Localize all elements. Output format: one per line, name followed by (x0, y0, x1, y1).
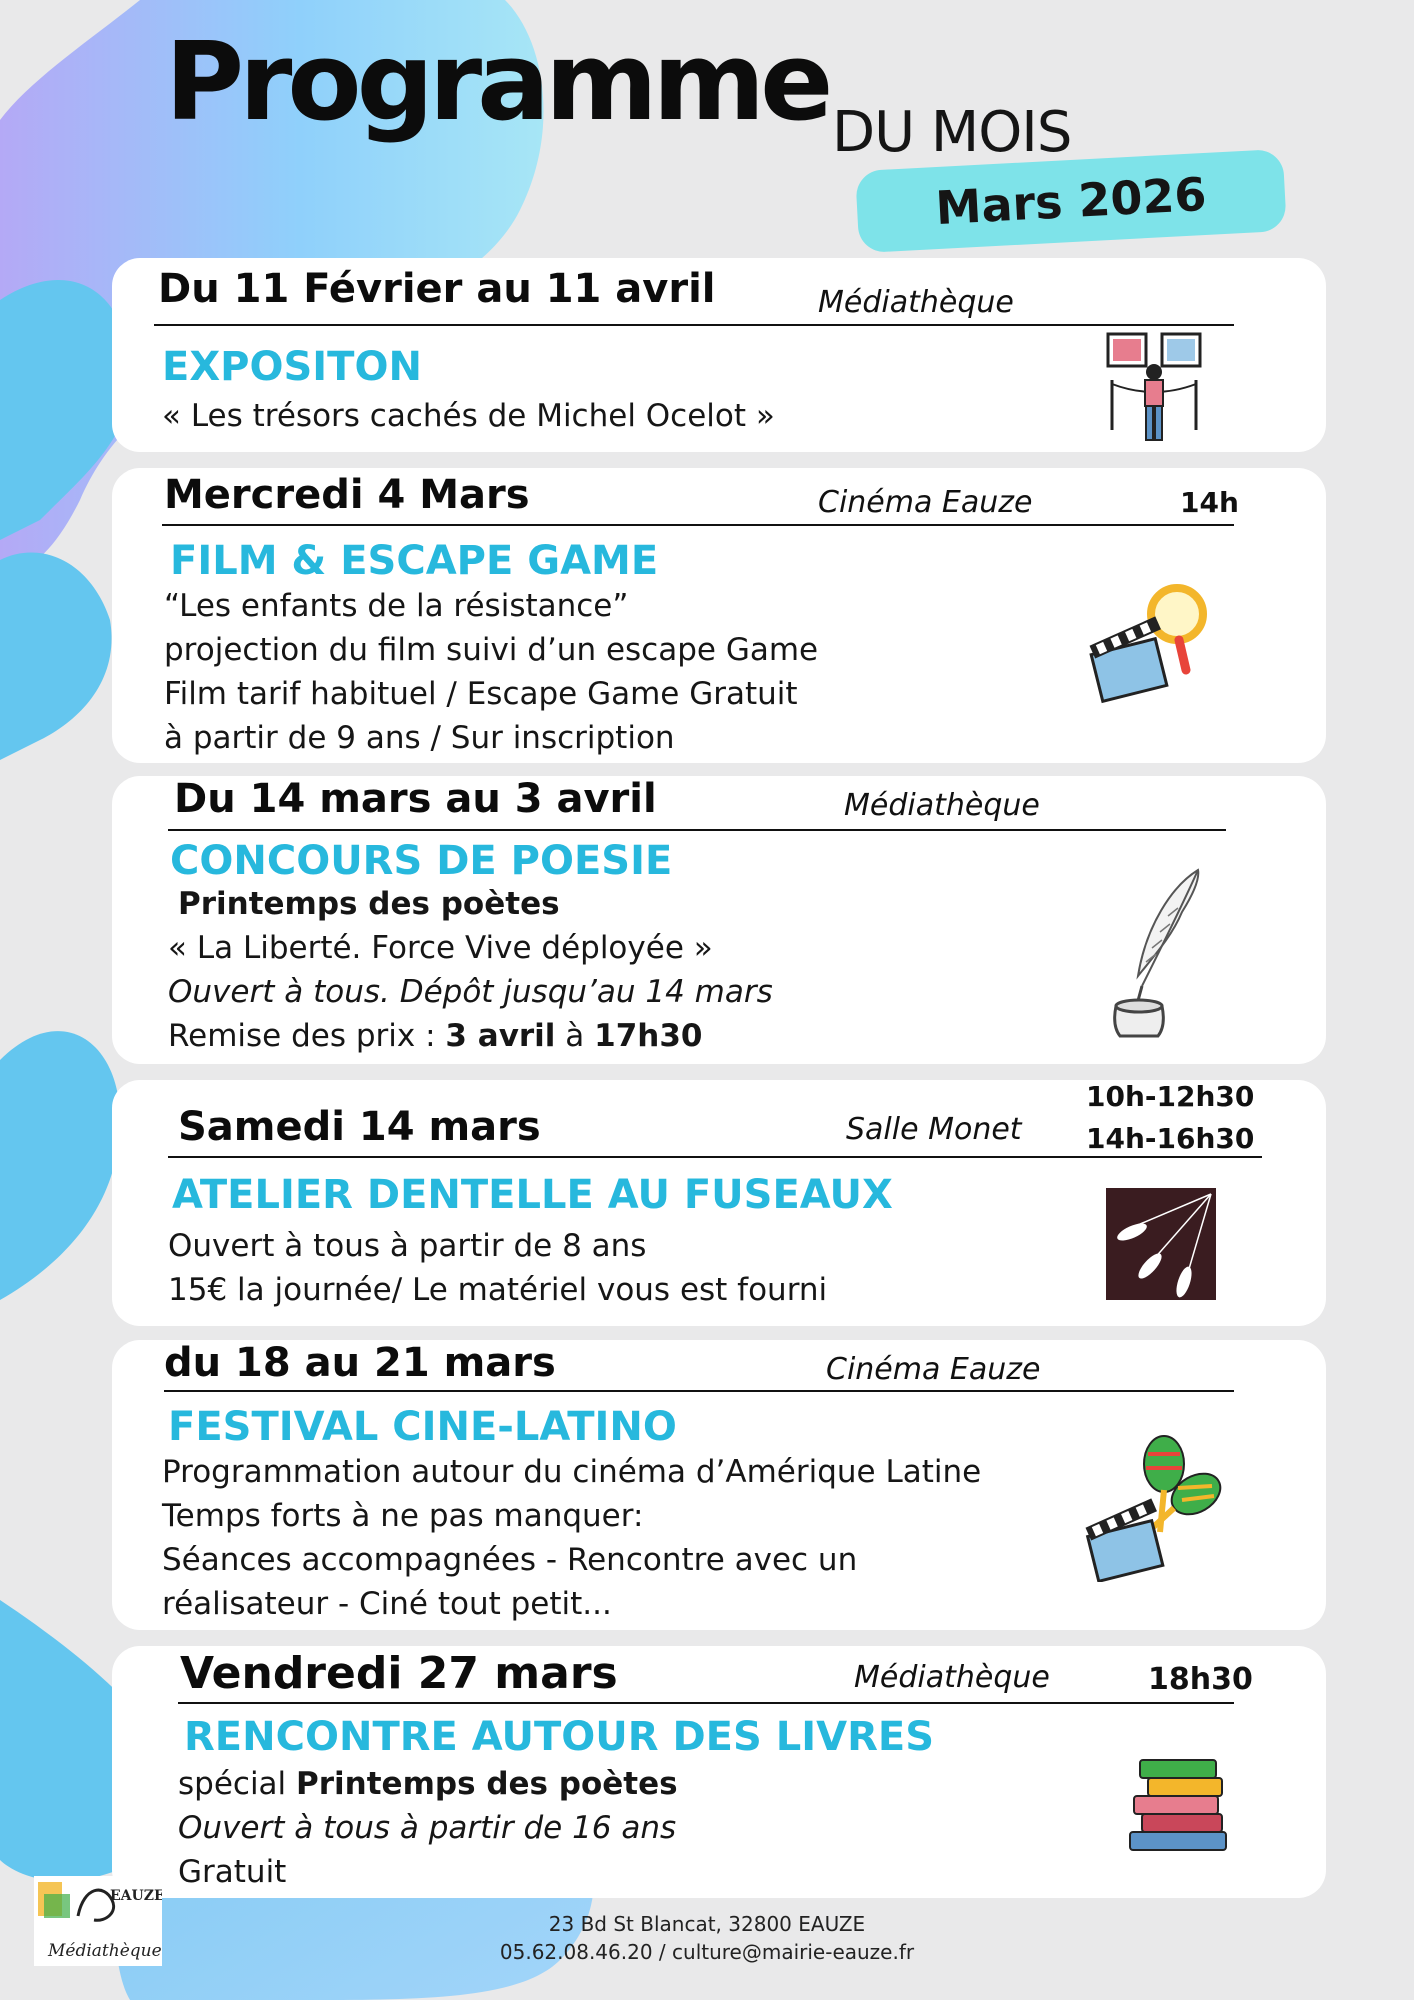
event-card-festival-cine-latino (112, 1340, 1326, 1630)
event-category: EXPOSITON (162, 344, 422, 390)
event-date: Mercredi 4 Mars (164, 472, 530, 518)
quill-inkpot-icon (1102, 866, 1212, 1046)
mediatheque-logo (34, 1876, 162, 1966)
event-category: CONCOURS DE POESIE (170, 838, 673, 884)
divider (168, 1156, 1262, 1158)
event-description-1: “Les enfants de la résistance” (164, 588, 629, 624)
event-description-4: réalisateur - Ciné tout petit... (162, 1586, 612, 1622)
event-card-concours-poesie (112, 776, 1326, 1064)
divider (154, 324, 1234, 326)
prize-label: Remise des prix : (168, 1018, 446, 1054)
event-date: Du 11 Février au 11 avril (158, 266, 716, 312)
footer-contact: 05.62.08.46.20 / culture@mairie-eauze.fr (499, 1940, 915, 1964)
prize-time: 17h30 (594, 1018, 703, 1054)
event-description-2: 15€ la journée/ Le matériel vous est fourni (168, 1272, 828, 1308)
event-description-1: Programmation autour du cinéma d’Amérique Latine (162, 1454, 982, 1490)
event-description-3: Gratuit (178, 1854, 287, 1890)
maracas-clapper-icon (1078, 1432, 1228, 1582)
event-card-film-escape-game (112, 468, 1326, 763)
event-venue: Médiathèque (818, 285, 1014, 320)
event-description-1: Printemps des poètes (178, 886, 560, 922)
event-date: Du 14 mars au 3 avril (174, 776, 657, 822)
event-description-3: Ouvert à tous. Dépôt jusqu’au 14 mars (168, 974, 773, 1010)
logo-graphic (34, 1876, 162, 1966)
event-venue: Cinéma Eauze (826, 1352, 1041, 1387)
event-category: ATELIER DENTELLE AU FUSEAUX (172, 1172, 893, 1218)
event-description-4 (168, 1018, 703, 1054)
event-description-1: Ouvert à tous à partir de 8 ans (168, 1228, 647, 1264)
event-date: du 18 au 21 mars (164, 1340, 556, 1386)
event-description-4: à partir de 9 ans / Sur inscription (164, 720, 675, 756)
lace-bobbins-icon (1106, 1188, 1216, 1300)
event-date: Samedi 14 mars (178, 1104, 541, 1150)
event-venue: Salle Monet (846, 1112, 1022, 1147)
event-description-2: projection du film suivi d’un escape Game (164, 632, 819, 668)
logo-title: EAUZE (110, 1888, 162, 1904)
event-category: FILM & ESCAPE GAME (170, 538, 659, 584)
event-description-3: Film tarif habituel / Escape Game Gratuit (164, 676, 798, 712)
film-clapper-magnifier-icon (1082, 578, 1212, 708)
prize-date: 3 avril (445, 1018, 556, 1054)
month-label: Mars 2026 (934, 166, 1208, 236)
event-description-2: Temps forts à ne pas manquer: (162, 1498, 644, 1534)
event-venue: Cinéma Eauze (818, 485, 1033, 520)
event-date: Vendredi 27 mars (180, 1648, 618, 1699)
event-category: FESTIVAL CINE-LATINO (168, 1404, 677, 1450)
event-card-exposition (112, 258, 1326, 452)
divider (168, 829, 1226, 831)
event-card-rencontre-livres (112, 1646, 1326, 1898)
footer-address: 23 Bd St Blancat, 32800 EAUZE (548, 1912, 866, 1936)
divider (178, 1702, 1234, 1704)
event-venue: Médiathèque (854, 1660, 1050, 1695)
event-time: 18h30 (1148, 1662, 1253, 1697)
book-stack-icon (1128, 1756, 1238, 1856)
divider (162, 524, 1234, 526)
logo-subtitle: Médiathèque (48, 1941, 162, 1961)
page-title: Programme (165, 20, 829, 145)
exhibition-visitor-icon (1104, 330, 1204, 450)
event-description: « Les trésors cachés de Michel Ocelot » (162, 398, 775, 434)
event-description-1 (178, 1766, 678, 1802)
prize-connector: à (555, 1018, 595, 1054)
special-name: Printemps des poètes (296, 1766, 678, 1802)
special-prefix: spécial (178, 1766, 297, 1802)
event-time-2: 14h-16h30 (1086, 1122, 1255, 1155)
event-description-3: Séances accompagnées - Rencontre avec un (162, 1542, 858, 1578)
event-time: 14h (1180, 486, 1239, 519)
event-time-1: 10h-12h30 (1086, 1080, 1255, 1113)
page-subtitle: DU MOIS (832, 100, 1072, 165)
event-card-atelier-dentelle (112, 1080, 1326, 1326)
event-venue: Médiathèque (844, 788, 1040, 823)
event-category: RENCONTRE AUTOUR DES LIVRES (184, 1714, 934, 1760)
divider (164, 1390, 1234, 1392)
event-description-2: « La Liberté. Force Vive déployée » (168, 930, 713, 966)
event-description-2: Ouvert à tous à partir de 16 ans (178, 1810, 677, 1846)
